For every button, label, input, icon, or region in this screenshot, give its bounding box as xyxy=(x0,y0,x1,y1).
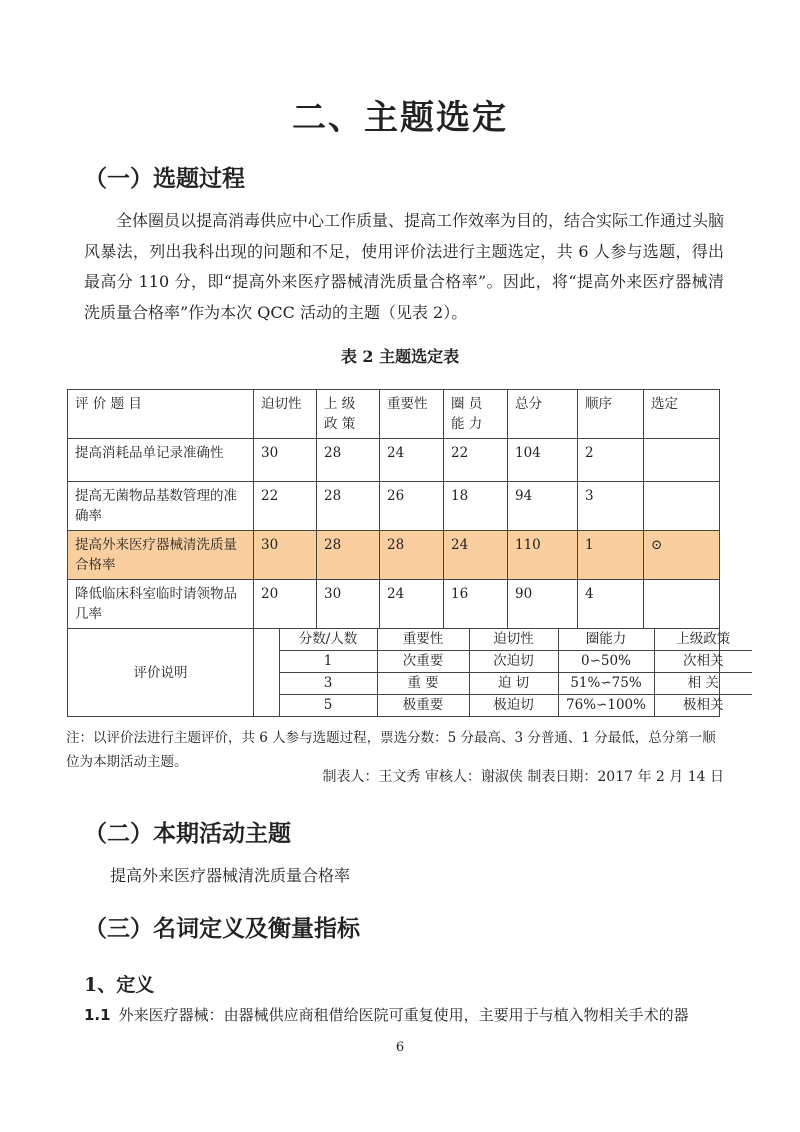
eval-header: 重要性 xyxy=(377,629,469,651)
activity-theme-text: 提高外来医疗器械清洗质量合格率 xyxy=(110,866,351,885)
selected-mark-cell: ⊙ xyxy=(644,531,720,580)
definition-text: 外来医疗器械：由器械供应商租借给医院可重复使用，主要用于与植入物相关手术的器 xyxy=(118,1006,689,1024)
header-cell: 上 级 政 策 xyxy=(317,390,380,439)
section-heading-activity-theme: （二）本期活动主题 xyxy=(84,820,291,847)
table-row xyxy=(68,580,720,629)
score-cell: 24 xyxy=(444,531,508,580)
header-cell: 圈 员 能 力 xyxy=(444,390,508,439)
eval-cell: 3 xyxy=(279,673,377,695)
eval-cell: 相 关 xyxy=(654,673,752,695)
header-cell: 总分 xyxy=(508,390,578,439)
table-sign-line: 制表人：王文秀 审核人：谢淑侠 制表日期：2017 年 2 月 14 日 xyxy=(322,769,724,785)
score-cell: 22 xyxy=(254,482,317,531)
table-header-row xyxy=(68,390,720,439)
table-row xyxy=(68,439,720,482)
header-cell: 迫切性 xyxy=(254,390,317,439)
topic-selection-table xyxy=(67,389,731,717)
evaluation-criteria-table xyxy=(254,629,752,716)
header-cell: 重要性 xyxy=(380,390,444,439)
eval-spacer xyxy=(254,629,279,651)
eval-cell: 次重要 xyxy=(377,651,469,673)
eval-cell: 0∽50% xyxy=(558,651,654,673)
definition-line xyxy=(84,1004,689,1025)
rank-cell: 4 xyxy=(578,580,644,629)
selected-cell xyxy=(644,482,720,531)
eval-spacer xyxy=(254,651,279,673)
table-footnote: 注：以评价法进行主题评价，共 6 人参与选题过程，票选分数：5 分最高、3 分普通、1 分最低，总分第一顺位为本期活动主题。 xyxy=(66,730,716,770)
evaluation-label: 评价说明 xyxy=(68,629,254,717)
eval-cell: 次迫切 xyxy=(469,651,558,673)
score-cell: 20 xyxy=(254,580,317,629)
total-cell: 94 xyxy=(508,482,578,531)
rank-cell: 3 xyxy=(578,482,644,531)
eval-spacer xyxy=(254,695,279,717)
total-cell: 90 xyxy=(508,580,578,629)
evaluation-grid-cell xyxy=(254,629,731,717)
selected-cell xyxy=(644,439,720,482)
eval-cell: 5 xyxy=(279,695,377,717)
score-cell: 30 xyxy=(254,531,317,580)
topic-cell: 提高无菌物品基数管理的准确率 xyxy=(68,482,254,531)
total-cell: 104 xyxy=(508,439,578,482)
score-cell: 16 xyxy=(444,580,508,629)
score-cell: 22 xyxy=(444,439,508,482)
page-title: 二、主题选定 xyxy=(292,98,508,138)
topic-cell: 提高外来医疗器械清洗质量合格率 xyxy=(68,531,254,580)
header-cell: 评 价 题 目 xyxy=(68,390,254,439)
eval-cell: 76%∽100% xyxy=(558,695,654,717)
eval-row xyxy=(254,695,752,717)
definition-number: 1.1 xyxy=(84,1006,111,1024)
eval-header: 上级政策 xyxy=(654,629,752,651)
topic-cell: 降低临床科室临时请领物品几率 xyxy=(68,580,254,629)
eval-header-row xyxy=(254,629,752,651)
eval-cell: 极迫切 xyxy=(469,695,558,717)
score-cell: 26 xyxy=(380,482,444,531)
score-cell: 30 xyxy=(317,580,380,629)
eval-cell: 次相关 xyxy=(654,651,752,673)
total-cell: 110 xyxy=(508,531,578,580)
eval-header: 圈能力 xyxy=(558,629,654,651)
section-heading-selection-process: （一）选题过程 xyxy=(84,165,245,192)
section-heading-definitions: （三）名词定义及衡量指标 xyxy=(84,915,360,942)
eval-spacer xyxy=(254,673,279,695)
eval-cell: 极重要 xyxy=(377,695,469,717)
eval-cell: 极相关 xyxy=(654,695,752,717)
score-cell: 28 xyxy=(317,439,380,482)
rank-cell: 1 xyxy=(578,531,644,580)
topic-cell: 提高消耗品单记录准确性 xyxy=(68,439,254,482)
eval-header: 迫切性 xyxy=(469,629,558,651)
evaluation-note-row xyxy=(68,629,720,717)
rank-cell: 2 xyxy=(578,439,644,482)
selected-cell xyxy=(644,580,720,629)
eval-cell: 迫 切 xyxy=(469,673,558,695)
eval-row xyxy=(254,673,752,695)
table-caption: 表 2 主题选定表 xyxy=(340,347,460,366)
intro-paragraph-text: 全体圈员以提高消毒供应中心工作质量、提高工作效率为目的，结合实际工作通过头脑风暴法，列出我科出现的问题和不足，使用评价法进行主题选定，共 6 人参与选题，得出最高分 110 分，即“提高外来医疗器械清洗质量合格率”。因此，将“提高外来医疗器械清洗质量合格率”作为本次 QCC 活动的主题（见表 2）。 xyxy=(84,211,725,322)
intro-paragraph xyxy=(84,206,724,328)
score-cell: 24 xyxy=(380,580,444,629)
score-cell: 28 xyxy=(380,531,444,580)
header-cell: 选定 xyxy=(644,390,720,439)
eval-row xyxy=(254,651,752,673)
eval-cell: 51%∽75% xyxy=(558,673,654,695)
score-cell: 24 xyxy=(380,439,444,482)
score-cell: 28 xyxy=(317,482,380,531)
eval-cell: 重 要 xyxy=(377,673,469,695)
score-cell: 28 xyxy=(317,531,380,580)
definition-title: 1、定义 xyxy=(84,974,155,996)
header-cell: 顺序 xyxy=(578,390,644,439)
table-row-highlighted xyxy=(68,531,720,580)
eval-header: 分数/人数 xyxy=(279,629,377,651)
score-cell: 30 xyxy=(254,439,317,482)
score-cell: 18 xyxy=(444,482,508,531)
eval-cell: 1 xyxy=(279,651,377,673)
table-row xyxy=(68,482,720,531)
page-number: 6 xyxy=(395,1040,405,1055)
